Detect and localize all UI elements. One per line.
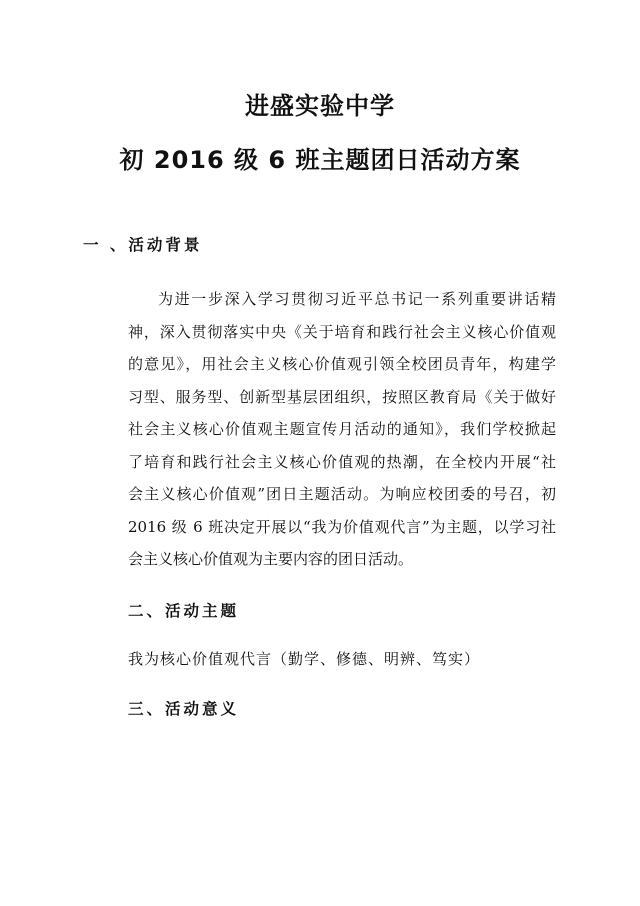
paragraph-line: 神，深入贯彻落实中央《关于培育和践行社会主义核心价值观	[128, 322, 556, 341]
paragraph-line: 了培育和践行社会主义核心价值观的热潮，在全校内开展“社	[128, 452, 556, 471]
paragraph-line: 为进一步深入学习贯彻习近平总书记一系列重要讲话精	[158, 290, 556, 308]
paragraph-line: 社会主义核心价值观主题宣传月活动的通知》，我们学校掀起	[128, 420, 556, 438]
school-name: 进盛实验中学	[245, 92, 395, 120]
paragraph-line: 会主义核心价值观为主要内容的团日活动。	[128, 550, 414, 568]
theme-text: 我为核心价值观代言（勤学、修德、明辨、笃实）	[128, 650, 481, 668]
plan-title: 初 2016 级 6 班主题团日活动方案	[119, 146, 521, 174]
paragraph-line: 2016 级 6 班决定开展以“我为价值观代言”为主题，以学习社	[128, 517, 556, 536]
paragraph-line: 会主义核心价值观”团日主题活动。为响应校团委的号召，初	[128, 485, 556, 503]
paragraph-line: 习型、服务型、创新型基层团组织，按照区教育局《关于做好	[128, 387, 556, 406]
section-heading-significance: 三、活动意义	[128, 700, 240, 718]
section-heading-background: 一 、活动背景	[83, 236, 203, 254]
background-paragraph	[128, 283, 556, 576]
paragraph-line: 的意见》，用社会主义核心价值观引领全校团员青年，构建学	[128, 355, 556, 373]
section-heading-theme: 二、活动主题	[128, 602, 240, 620]
